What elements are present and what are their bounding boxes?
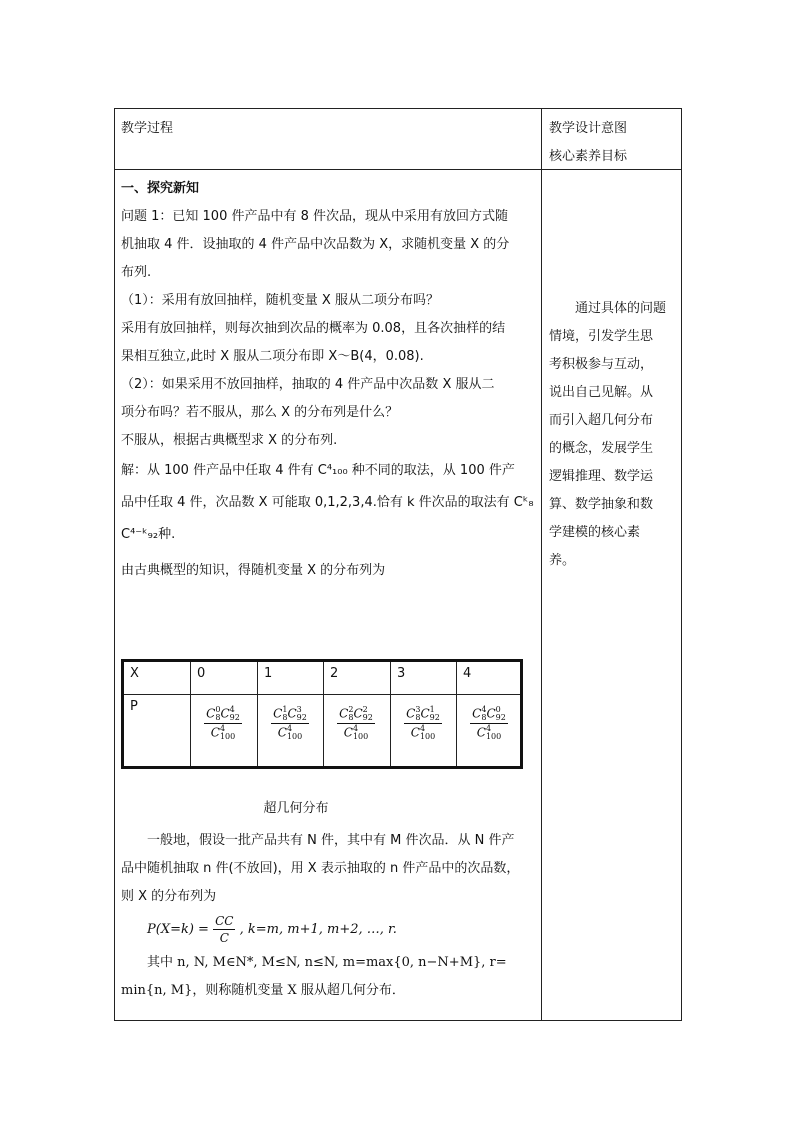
dist-x-value: 3	[397, 666, 406, 681]
dist-p-label: P	[130, 699, 138, 714]
formula-left: P(X=k) =	[147, 922, 209, 937]
intent-line: 情境，引发学生思	[549, 329, 654, 344]
dist-x-value: 0	[197, 666, 206, 681]
header-design-intent-line1: 教学设计意图	[549, 121, 628, 136]
intent-line: 的概念，发展学生	[549, 441, 654, 456]
intent-line: 算、数学抽象和数	[549, 497, 654, 512]
hypergeo-title: 超几何分布	[263, 801, 329, 816]
problem-line: 机抽取 4 件．设抽取的 4 件产品中次品数为 X，求随机变量 X 的分	[121, 237, 510, 252]
classical-text: 由古典概型的知识，得随机变量 X 的分布列为	[121, 563, 386, 578]
solution-line: 解：从 100 件产品中任取 4 件有 C⁴₁₀₀ 种不同的取法，从 100 件产	[121, 463, 515, 478]
intent-line: 通过具体的问题	[575, 301, 667, 316]
q1-line: （1）：采用有放回抽样，随机变量 X 服从二项分布吗？	[121, 293, 439, 308]
problem-line: 问题 1：已知 100 件产品中有 8 件次品，现从中采用有放回方式随	[121, 209, 509, 224]
intent-line: 考积极参与互动，	[549, 357, 654, 372]
dist-probability-1: C 1 8 C 3 92 C 4 100	[273, 705, 307, 741]
q2-line: 不服从，根据古典概型求 X 的分布列.	[121, 433, 338, 448]
teaching-process-content	[121, 175, 535, 585]
formula-fraction	[213, 914, 235, 945]
problem-line: 布列.	[121, 265, 152, 280]
dist-probability-0: C 0 8 C 4 92 C 4 100	[206, 705, 240, 741]
header-design-intent-line2: 核心素养目标	[549, 149, 628, 164]
dist-row-divider	[124, 694, 520, 695]
definition-line: 则 X 的分布列为	[121, 889, 217, 904]
definition-line: 一般地，假设一批产品共有 N 件，其中有 M 件次品．从 N 件产	[147, 833, 515, 848]
formula-numerator: CC	[215, 914, 234, 928]
intent-line: 逻辑推理、数学运	[549, 469, 654, 484]
condition-line: 其中 n, N, M∈N*, M≤N, n≤N, m=max{0, n−N+M}, r=	[147, 955, 507, 970]
section-title: 一、探究新知	[121, 181, 200, 196]
definition-line: 品中随机抽取 n 件(不放回)，用 X 表示抽取的 n 件产品中的次品数，	[121, 861, 520, 876]
distribution-table	[121, 659, 523, 769]
intent-line: 学建模的核心素	[549, 525, 641, 540]
formula-line	[121, 911, 535, 949]
q2-line: （2）：如果采用不放回抽样，抽取的 4 件产品中次品数 X 服从二	[121, 377, 495, 392]
condition-line: min{n, M}，则称随机变量 X 服从超几何分布．	[121, 983, 405, 998]
solution-line: 品中任取 4 件，次品数 X 可能取 0,1,2,3,4.恰有 k 件次品的取法有 Cᵏ₈	[121, 495, 534, 510]
intent-line: 而引入超几何分布	[549, 413, 654, 428]
q2-line: 项分布吗？若不服从，那么 X 的分布列是什么？	[121, 405, 399, 420]
dist-x-value: 4	[463, 666, 472, 681]
intent-line: 养。	[549, 553, 576, 568]
header-process: 教学过程	[121, 121, 174, 136]
dist-x-value: 1	[264, 666, 273, 681]
q1-line: 采用有放回抽样，则每次抽到次品的概率为 0.08，且各次抽样的结	[121, 321, 506, 336]
dist-probability-3: C 3 8 C 1 92 C 4 100	[406, 705, 440, 741]
dist-probability-4: C 4 8 C 0 92 C 4 100	[472, 705, 506, 741]
dist-x-value: 2	[330, 666, 339, 681]
design-intent-content	[549, 295, 679, 575]
hypergeometric-section	[121, 795, 535, 1005]
intent-line: 说出自己见解。从	[549, 385, 654, 400]
formula-denominator: C	[219, 931, 229, 945]
header-design-intent	[549, 115, 627, 171]
dist-x-label: X	[130, 666, 139, 681]
q1-line: 果相互独立,此时 X 服从二项分布即 X～B(4，0.08).	[121, 349, 424, 364]
solution-line: C⁴⁻ᵏ₉₂种.	[121, 527, 176, 542]
formula-right: , k=m, m+1, m+2, …, r.	[239, 922, 397, 937]
column-divider	[541, 109, 542, 1020]
lesson-table	[114, 108, 682, 1021]
dist-probability-2: C 2 8 C 2 92 C 4 100	[339, 705, 373, 741]
